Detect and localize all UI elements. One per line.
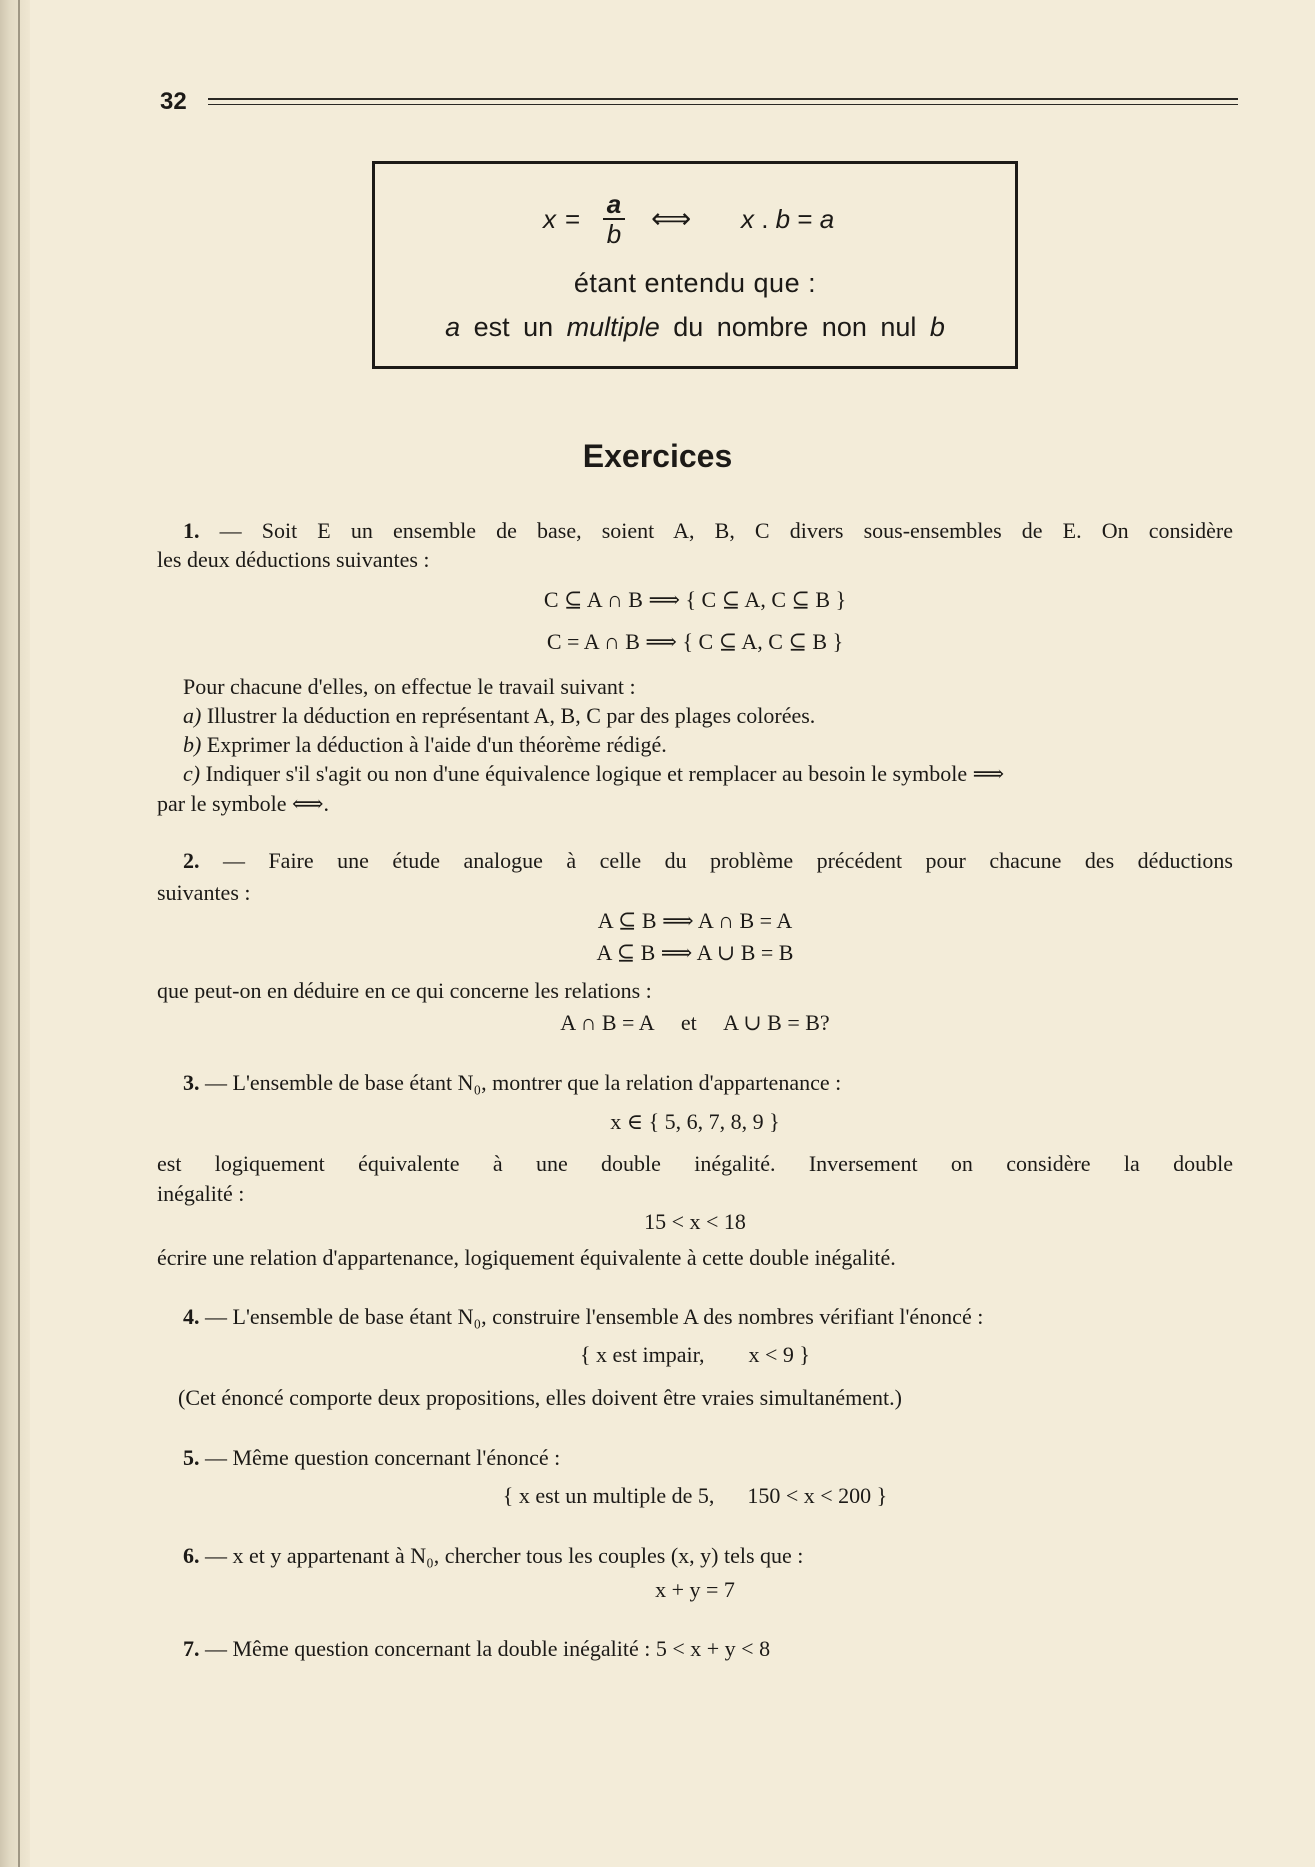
- ex1-text1: — Soit E un ensemble de base, soient A, B, C divers sous-ensembles de E. On considère: [199, 518, 1233, 543]
- ex3-line2: est logiquement équivalente à une double inégalité. Inversement on considère la double: [157, 1151, 1233, 1176]
- ex1-item-b: [183, 732, 667, 758]
- ex1-deduction-2: C = A ∩ B ⟹ { C ⊆ A, C ⊆ B }: [546, 629, 844, 654]
- ex2-relations: A ∩ B = A et A ∪ B = B?: [560, 1010, 830, 1035]
- rhs-x: x: [741, 204, 754, 234]
- ex1-item-a: [183, 703, 815, 729]
- ex7-text1: — Même question concernant la double inégalité : 5 < x + y < 8: [199, 1636, 771, 1661]
- equivalence-arrow-icon: ⟺: [651, 203, 689, 234]
- ex7-line1: [157, 1636, 770, 1662]
- page-binding-edge: [0, 0, 30, 1867]
- ex1-intro: Pour chacune d'elles, on effectue le travail suivant :: [183, 674, 636, 699]
- ex4-line2: (Cet énoncé comporte deux propositions, elles doivent être vraies simultanément.): [178, 1385, 902, 1410]
- ex7-number: 7.: [183, 1636, 200, 1661]
- ex3-line1: [157, 1070, 841, 1096]
- ex6-number: 6.: [183, 1543, 200, 1568]
- ex1-line2: les deux déductions suivantes :: [157, 547, 430, 572]
- ex5-line1: [157, 1445, 560, 1471]
- ex1-deduction-1: C ⊆ A ∩ B ⟹ { C ⊆ A, C ⊆ B }: [543, 587, 847, 612]
- ex2-text1: — Faire une étude analogue à celle du problème précédent pour chacune des déductions: [199, 848, 1233, 873]
- section-title: Exercices: [582, 438, 733, 474]
- formula-rhs: [741, 204, 834, 235]
- page-number: 32: [160, 88, 187, 115]
- cond-part1: est un: [460, 312, 567, 342]
- box-condition: [375, 312, 1015, 343]
- ex2-deduction-2: A ⊆ B ⟹ A ∪ B = B: [596, 940, 794, 965]
- ex6-formula: x + y = 7: [655, 1577, 735, 1602]
- ex4-line1: [157, 1304, 983, 1330]
- ex5-formula: { x est un multiple de 5, 150 < x < 200 }: [502, 1483, 888, 1508]
- formula-equals: =: [565, 204, 581, 234]
- ex4-text1: — L'ensemble de base étant N₀, construire l'ensemble A des nombres vérifiant l'énoncé :: [199, 1304, 984, 1329]
- header-rule: [208, 98, 1238, 108]
- ex6-line1: [157, 1543, 803, 1569]
- cond-multiple: multiple: [566, 312, 660, 342]
- cond-a: a: [445, 312, 461, 342]
- ex1-number: 1.: [183, 518, 200, 543]
- ex1-item-c-line2: par le symbole ⟺.: [157, 791, 330, 816]
- ex3-text1: — L'ensemble de base étant N₀, montrer que la relation d'appartenance :: [199, 1070, 842, 1095]
- formula-fraction: [603, 189, 625, 249]
- ex1-b-text: Exprimer la déduction à l'aide d'un théorème rédigé.: [201, 732, 667, 757]
- ex1-a-label: a): [183, 703, 202, 728]
- cond-b: b: [929, 312, 945, 342]
- ex1-c-label: c): [183, 761, 201, 786]
- ex1-a-text: Illustrer la déduction en représentant A, B, C par des plages colorées.: [201, 703, 816, 728]
- ex1-b-label: b): [183, 732, 202, 757]
- ex2-deduction-1: A ⊆ B ⟹ A ∩ B = A: [597, 908, 793, 933]
- ex2-number: 2.: [183, 848, 200, 873]
- ex3-line3: inégalité :: [157, 1181, 245, 1206]
- rhs-dot: .: [754, 204, 776, 234]
- ex4-number: 4.: [183, 1304, 200, 1329]
- box-condition-intro: étant entendu que :: [573, 268, 817, 298]
- definition-box: [372, 161, 1018, 369]
- ex1-item-c: [183, 761, 1004, 787]
- ex3-number: 3.: [183, 1070, 200, 1095]
- ex6-text1: — x et y appartenant à N₀, chercher tous les couples (x, y) tels que :: [199, 1543, 804, 1568]
- fraction-numerator: a: [606, 189, 622, 219]
- ex2-line1: [157, 848, 1233, 874]
- rhs-b: b: [775, 204, 791, 234]
- rhs-a: a: [819, 204, 835, 234]
- rhs-equals: =: [790, 204, 820, 234]
- ex3-line4: écrire une relation d'appartenance, logiquement équivalente à cette double inégalité.: [157, 1245, 896, 1270]
- cond-part2: du nombre non nul: [659, 312, 930, 342]
- ex5-number: 5.: [183, 1445, 200, 1470]
- fraction-denominator: b: [606, 219, 622, 249]
- ex3-inequality: 15 < x < 18: [644, 1209, 746, 1234]
- quotient-formula: [375, 189, 1015, 252]
- ex5-text1: — Même question concernant l'énoncé :: [199, 1445, 561, 1470]
- ex1-line1: [157, 518, 1233, 544]
- formula-x: x: [543, 204, 556, 234]
- ex1-c-text: Indiquer s'il s'agit ou non d'une équivalence logique et remplacer au besoin le symbole ⟹: [200, 761, 1005, 786]
- ex2-line3: que peut-on en déduire en ce qui concerne les relations :: [157, 978, 652, 1003]
- ex4-formula: { x est impair, x < 9 }: [579, 1342, 810, 1367]
- ex2-line2: suivantes :: [157, 880, 251, 905]
- ex3-formula: x ∈ { 5, 6, 7, 8, 9 }: [610, 1109, 780, 1134]
